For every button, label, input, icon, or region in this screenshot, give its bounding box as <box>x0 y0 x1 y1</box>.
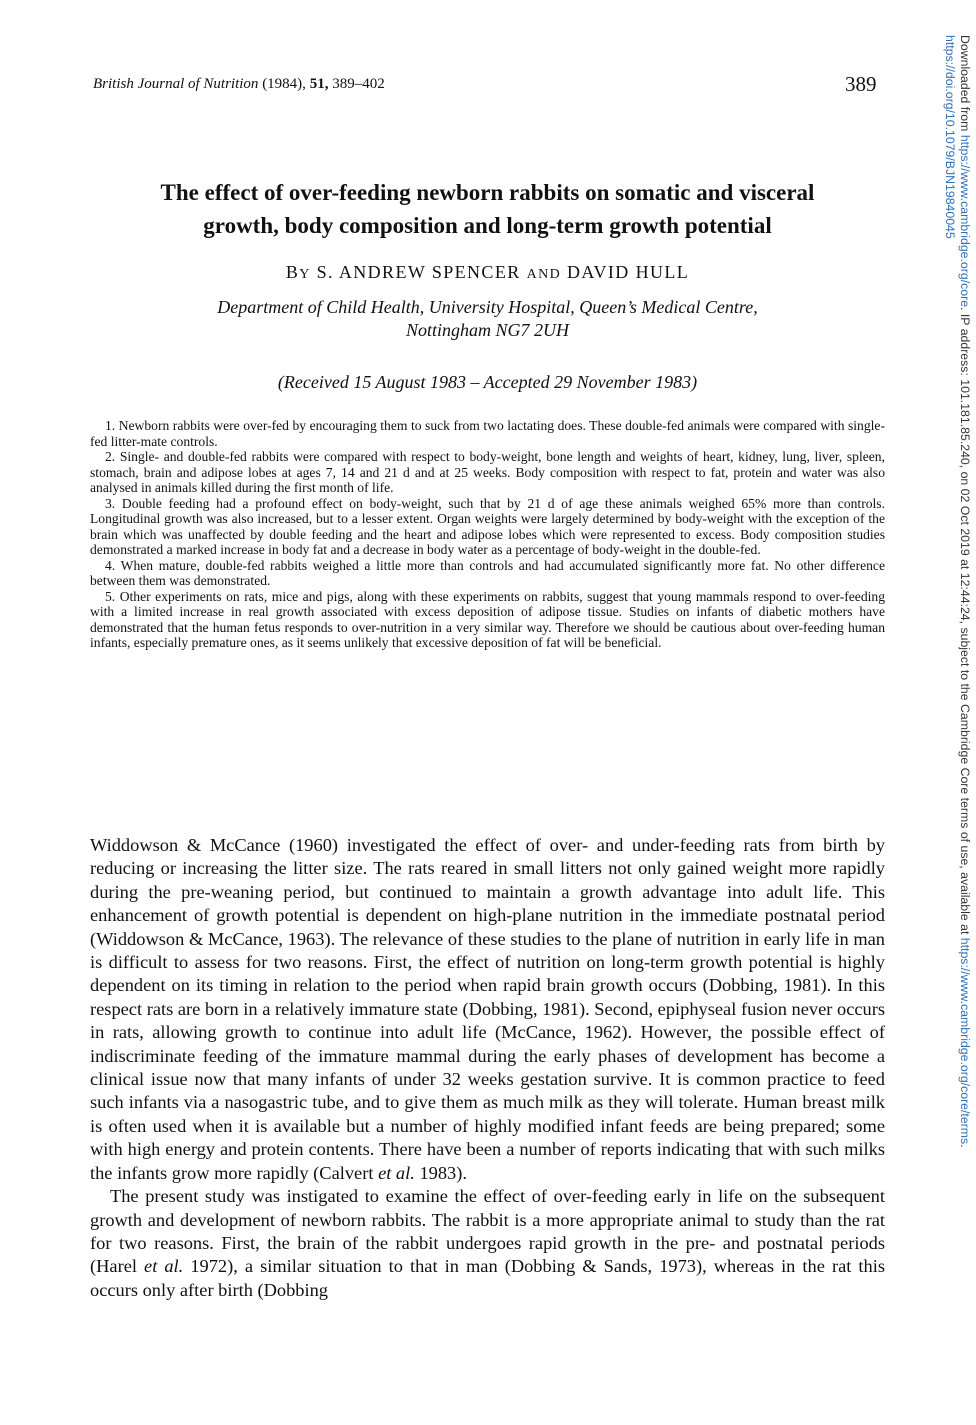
abstract-point-4: 4. When mature, double-fed rabbits weighed a little more than controls and had accumulated significantly more fat. No other difference between them was demonstrated. <box>90 557 885 588</box>
body-paragraph-2 <box>90 1185 885 1302</box>
body-p2-text-a: The present study was instigated to examine the effect of over-feeding early in life on the subsequent growth and development of newborn rabbits. The rabbit is a more appropriate animal to study than the rat for two reasons. First, the brain of the rabbit undergoes rapid growth in the pre- and postnatal periods (Harel <box>90 1186 885 1277</box>
body-p2-etal: et al. <box>144 1256 184 1277</box>
abstract-point-1: 1. Newborn rabbits were over-fed by encouraging them to suck from two lactating does. These double-fed animals were compared with single-fed litter-mate controls. <box>90 418 885 449</box>
author-1: S. ANDREW SPENCER <box>316 262 521 282</box>
abstract <box>90 418 885 651</box>
title-line-2: growth, body composition and long-term growth potential <box>203 213 772 238</box>
body-p1-end: 1983). <box>419 1162 467 1183</box>
title-line-1: The effect of over-feeding newborn rabbits on somatic and visceral <box>160 180 815 205</box>
download-suffix: . <box>958 1144 972 1148</box>
by-rest: Y <box>299 267 311 282</box>
journal-volume: 51, <box>309 76 329 92</box>
author-and: AND <box>526 267 562 282</box>
abstract-point-5: 5. Other experiments on rats, mice and pigs, along with these experiments on rabbits, suggest that young mammals respond to over-feeding with a limited increase in real growth associated with excess deposition of adipose tissue. Studies on infants of diabetic mothers have demonstrated that the human fetus responds to over-nutrition in a very similar way. Therefore we should be cautious about over-feeding human infants, especially premature ones, as it seems unlikely that excessive deposition of fat will be beneficial. <box>90 588 885 650</box>
core-link[interactable]: https://www.cambridge.org/core <box>958 134 972 308</box>
affiliation-line-2: Nottingham NG7 2UH <box>405 320 569 340</box>
download-notice-line-1 <box>957 35 972 1320</box>
page-number: 389 <box>845 72 877 96</box>
journal-year: (1984), <box>262 76 306 92</box>
body-p1-etal: et al. <box>378 1162 415 1183</box>
journal-pages: 389–402 <box>332 76 385 92</box>
doi-link[interactable]: https://doi.org/10.1079/BJN19840045 <box>943 35 957 239</box>
download-notice <box>942 35 972 1320</box>
article-title <box>90 176 885 242</box>
abstract-point-2: 2. Single- and double-fed rabbits were compared with respect to body-weight, bone length and weights of heart, kidney, lung, liver, spleen, stomach, brain and adipose lobes at ages 7, 14 and 21 d and at 25 weeks. Body composition with respect to fat, protein and water was also analysed in animals killed during the first month of life. <box>90 449 885 495</box>
body-text <box>90 834 885 1302</box>
download-notice-line-2 <box>942 35 957 1320</box>
affiliation-line-1: Department of Child Health, University Hospital, Queen’s Medical Centre, <box>217 297 758 317</box>
body-p1-text: Widdowson & McCance (1960) investigated the effect of over- and under-feeding rats from birth by reducing or increasing the litter size. The rats reared in small litters not only gained weight more rapidly during the pre-weaning period, but continued to maintain a growth advantage into adult life. This enhancement of growth potential is dependent on high-plane nutrition in the immediate postnatal period (Widdowson & McCance, 1963). The relevance of these studies to the plane of nutrition in early life in man is difficult to assess for two reasons. First, the effect of nutrition on long-term growth potential is highly dependent on its timing in relation to the period when rapid brain growth occurs (Dobbing, 1981). In this respect rats are born in a relatively immature state (Dobbing, 1981). Second, epiphyseal fusion never occurs in rats, allowing growth to continue into adult life (McCance, 1962). However, the possible effect of indiscriminate feeding of the immature mammal during the early phases of development has become a clinical issue now that many infants of under 32 weeks gestation survive. It is common practice to feed such infants via a nasogastric tube, and to give them as much milk as they will tolerate. Human breast milk is often used when it is available but a number of highly modified infant feeds are being prepared; some with high energy and protein contents. There have been a number of reports indicating that with such milks the infants grow more rapidly (Calvert <box>90 835 885 1183</box>
terms-link[interactable]: https://www.cambridge.org/core/terms <box>958 937 972 1145</box>
body-paragraph-1 <box>90 834 885 1185</box>
author-2: DAVID HULL <box>567 262 690 282</box>
by-initial: B <box>285 262 300 282</box>
download-middle: . IP address: 101.181.85.240, on 02 Oct 2019 at 12:44:24, subject to the Cambridge Core terms of use, available at <box>958 307 972 935</box>
running-header <box>93 76 385 93</box>
affiliation <box>90 296 885 342</box>
abstract-point-3: 3. Double feeding had a profound effect on body-weight, such that by 21 d of age these animals weighed 65% more than controls. Longitudinal growth was also increased, but to a lesser extent. Organ weights were largely determined by body-weight with the exception of the brain which was unaffected by double feeding and the heart and adipose lobes which were represented to excess. Body composition studies demonstrated a marked increase in body fat and a decrease in body water as a percentage of body-weight in the double-fed. <box>90 495 885 557</box>
download-prefix: Downloaded from <box>958 35 972 132</box>
body-p2-text-b: 1972), a similar situation to that in man (Dobbing & Sands, 1973), whereas in the rat this occurs only after birth (Dobbing <box>90 1256 885 1300</box>
received-dates: (Received 15 August 1983 – Accepted 29 November 1983) <box>277 372 698 392</box>
journal-name: British Journal of Nutrition <box>93 76 259 92</box>
author-line <box>90 262 885 283</box>
